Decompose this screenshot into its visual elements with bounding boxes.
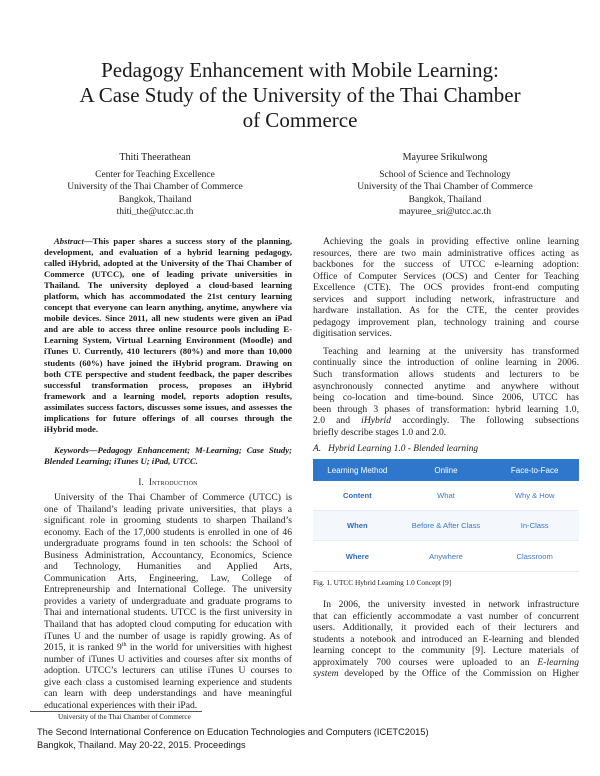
abstract-line: mobile devices. Since 2011, all new students were given an iPad xyxy=(44,313,292,324)
superscript: th xyxy=(121,642,127,648)
subsection-label: A. xyxy=(313,444,322,455)
header-cell: Learning Method xyxy=(313,459,402,481)
abstract-line: —This paper shares a success story of the planning, xyxy=(83,236,292,246)
right-column-continued xyxy=(313,599,579,680)
body-line: educational experiences with their iPad. xyxy=(44,699,198,711)
author-email: mayuree_sri@utcc.ac.th xyxy=(398,207,492,217)
conference-location: Bangkok, Thailand. May 20-22, 2015. Proceedings xyxy=(37,740,246,750)
abstract-line: assimilates success factors, discusses some issues, and assesses the xyxy=(44,401,292,412)
section-title: Introduction xyxy=(148,476,198,487)
paragraph xyxy=(313,236,579,340)
abstract-line: called iHybrid, adopted at the University of the Thai Chamber of xyxy=(44,258,292,269)
abstract-line: Learning System, Virtual Learning Environment (Moodle) and xyxy=(44,335,292,346)
title-line: A Case Study of the University of the Thai Chamber xyxy=(79,83,521,107)
italic-term: E-learning xyxy=(537,656,579,668)
abstract-line: implications for future offerings of all courses through the xyxy=(44,412,292,423)
conference-footer xyxy=(37,726,429,752)
author-affiliation: University of the Thai Chamber of Commerce xyxy=(357,182,533,192)
body-text: 2015, it is ranked 9 xyxy=(44,642,122,654)
body-text: approximately 700 courses were uploaded to an xyxy=(313,656,538,668)
author-location: Bangkok, Thailand xyxy=(118,194,192,205)
body-line: Office of Computer Services (OCS) and Center for Teaching xyxy=(313,270,579,282)
body-line: one of Thailand’s leading private universities, that plays a xyxy=(44,503,292,515)
body-line: undergraduate programs found in ten schools: the School of xyxy=(44,538,292,550)
body-line: briefly describe stages 1.0 and 2.0. xyxy=(313,426,447,438)
row-label: Where xyxy=(313,541,402,572)
author-location: Bangkok, Thailand xyxy=(408,194,482,205)
header-cell: Online xyxy=(402,459,491,481)
body-line: provides a variety of undergraduate and graduate programs to xyxy=(44,595,292,607)
concept-table xyxy=(313,459,579,572)
title-line: of Commerce xyxy=(242,108,358,132)
paragraph xyxy=(313,346,579,438)
body-line: Business Administration, Accountancy, Economics, Science xyxy=(44,549,292,561)
title-line: Pedagogy Enhancement with Mobile Learning: xyxy=(101,58,499,82)
cell-online: Anywhere xyxy=(402,541,491,572)
body-line: In 2006, the university invested in network infrastructure xyxy=(323,599,579,610)
body-line: asynchronously connected anytime and anywhere without xyxy=(313,380,579,392)
row-label: Content xyxy=(313,481,402,510)
body-line: being co-location and time-bound. Since 2006, UTCC has xyxy=(313,392,579,404)
footnote: University of the Thai Chamber of Commerce xyxy=(58,713,191,721)
body-line: adoption. UTCC’s lecturers can utilise iTunes U courses to xyxy=(44,665,292,677)
conference-name: The Second International Conference on Education Technologies and Computers (ICETC2015) xyxy=(37,727,429,737)
abstract-line: successful transformation process, proposes an iHybrid xyxy=(44,379,292,390)
body-line: users. Additionally, it provided each of their lecturers and xyxy=(313,622,579,634)
body-line: backbones for the success of UTCC e-learning adoption: xyxy=(313,259,579,271)
body-line: can learn with deep understandings and have meaningful xyxy=(44,688,292,700)
abstract-line: concept that everyone can learn anything, anytime, anywhere via xyxy=(44,302,292,313)
abstract-line: framework and a learning model, reports adoption results, xyxy=(44,390,292,401)
table-header-row xyxy=(313,459,579,481)
author-dept: Center for Teaching Excellence xyxy=(95,169,215,180)
body-text: developed by the Office of the Commission on Higher xyxy=(338,668,579,680)
body-line: hardware installation. As for the CTE, the center provides xyxy=(313,305,579,317)
figure-caption: Fig. 1. UTCC Hybrid Learning 1.0 Concept [9] xyxy=(313,578,452,587)
keywords-line: Blended Learning; iTunes U; iPad, UTCC. xyxy=(44,455,198,466)
table-row xyxy=(313,481,579,510)
author-name: Thiti Theerathean xyxy=(119,152,191,163)
author-block-1 xyxy=(30,152,280,219)
abstract-line: both CTE perspective and student feedback, the paper describes xyxy=(44,368,292,379)
body-line: Such transformation allows students and lecturers to be xyxy=(313,369,579,381)
section-numeral: I. xyxy=(138,476,144,487)
body-text: accordingly. The following subsections xyxy=(391,415,579,427)
body-line: Thai and international students. UTCC is the first university in xyxy=(44,607,292,619)
cell-f2f: Classroom xyxy=(490,541,579,572)
body-text: in the world for universities with highest xyxy=(126,642,292,654)
abstract-line: platform, which has accommodated the 21st century learning xyxy=(44,291,292,302)
body-line: and Technology, Humanities and Applied Arts, xyxy=(44,561,292,573)
author-block-2 xyxy=(320,152,570,219)
header-cell: Face-to-Face xyxy=(490,459,579,481)
section-heading xyxy=(44,477,292,488)
subsection-title: Hybrid Learning 1.0 - Blended learning xyxy=(328,444,479,455)
body-line: Achieving the goals in providing effective online learning xyxy=(323,236,579,247)
intro-paragraph xyxy=(44,492,292,711)
author-name: Mayuree Srikulwong xyxy=(402,152,488,163)
abstract-line: iTunes U. Currently, 410 lecturers (80%) and more than 10,000 xyxy=(44,346,292,357)
abstract xyxy=(44,236,292,435)
abstract-line: and are able to access three online resource pools including E- xyxy=(44,324,292,335)
body-line: give each class a customised learning experience and students xyxy=(44,676,292,688)
cell-f2f: In-Class xyxy=(490,510,579,541)
body-line: services and support including network, infrastructure and xyxy=(313,293,579,305)
body-line: Entrepreneurship and International College. The university xyxy=(44,584,292,596)
italic-term: iHybrid xyxy=(361,415,392,427)
body-line: students a notebook and introduced an E-learning and blended xyxy=(313,633,579,645)
cell-online: What xyxy=(402,481,491,510)
left-column xyxy=(44,236,292,711)
cell-online: Before & After Class xyxy=(402,510,491,541)
cell-f2f: Why & How xyxy=(490,481,579,510)
abstract-line: students (60%) have joined the iHybrid program. Drawing on xyxy=(44,357,292,368)
body-line: iTunes U and the number of usage is rapidly growing. As of xyxy=(44,630,292,642)
abstract-line: iHybrid mode. xyxy=(44,423,99,434)
body-line: Communication Arts, Engineering, Law, College of xyxy=(44,572,292,584)
body-line: economy. Each of the 17,000 students is enrolled in one of 46 xyxy=(44,526,292,538)
subsection-heading xyxy=(313,444,579,456)
right-column xyxy=(313,236,579,456)
body-line: significant role in grooming students to sharpen Thailand’s xyxy=(44,515,292,527)
body-line: number of iTunes U activities and courses after six months of xyxy=(44,653,292,665)
keywords-label: Keywords xyxy=(54,444,89,455)
abstract-line: development, and evaluation of a hybrid learning pedagogy, xyxy=(44,247,292,258)
author-dept: School of Science and Technology xyxy=(379,169,511,180)
body-text: 2.0 and xyxy=(313,415,362,427)
body-line: been through 3 phases of transformation: hybrid learning 1.0, xyxy=(313,403,579,415)
table-row xyxy=(313,541,579,572)
abstract-label: Abstract xyxy=(54,236,84,246)
table-row xyxy=(313,510,579,541)
keywords xyxy=(44,445,292,467)
paper-title xyxy=(30,58,570,133)
body-line: that can efficiently accommodate a vast number of concurrent xyxy=(313,610,579,622)
figure-hybrid-learning-table xyxy=(313,459,579,572)
body-line: digitisation services. xyxy=(313,328,392,340)
abstract-line: Commerce (UTCC), one of leading private universities in xyxy=(44,269,292,280)
body-line: Thailand that has adopted cloud computing for education with xyxy=(44,619,292,630)
body-line: University of the Thai Chamber of Commerce (UTCC) is xyxy=(54,491,292,503)
author-email: thiti_the@utcc.ac.th xyxy=(116,207,194,217)
body-line: pedagogy improvement plan, technology training and course xyxy=(313,316,579,328)
body-line: Excellence (CTE). The OCS provides front-end computing xyxy=(313,282,579,294)
row-label: When xyxy=(313,510,402,541)
author-affiliation: University of the Thai Chamber of Commerce xyxy=(67,182,243,192)
body-line: learning concept to the community [9]. Lecture materials of xyxy=(313,645,579,657)
italic-term: system xyxy=(313,668,339,680)
body-line: resources, there are two main administrative offices acting as xyxy=(313,247,579,259)
abstract-line: Thailand. The university deployed a cloud-based learning xyxy=(44,280,292,291)
footnote-rule xyxy=(30,711,202,712)
body-line: continually since the introduction of online learning in 2006. xyxy=(313,357,579,369)
keywords-line: —Pedagogy Enhancement; M-Learning; Case Study; xyxy=(88,444,292,455)
body-line: Teaching and learning at the university has transformed xyxy=(323,345,579,357)
